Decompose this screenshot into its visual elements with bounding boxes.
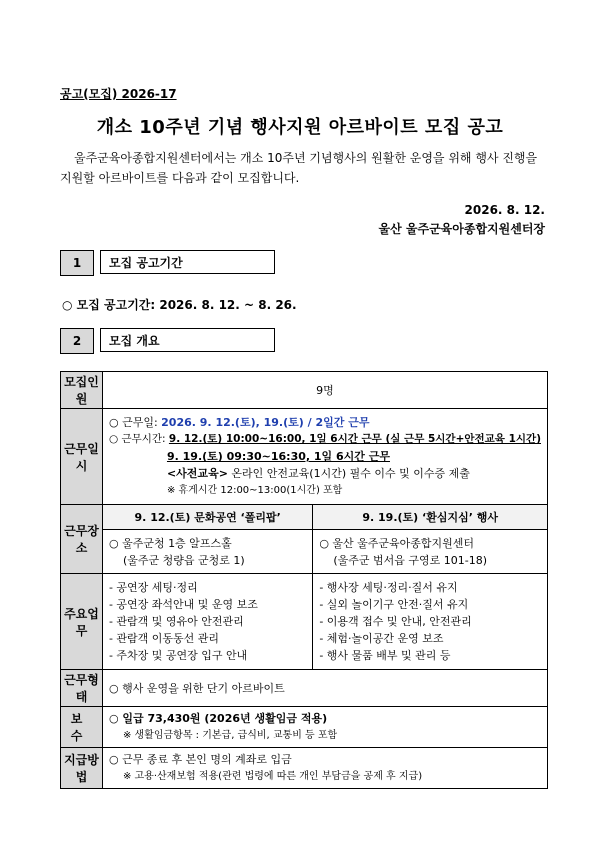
place-left-line-1: ○ 울주군청 1층 알프스홀	[108, 536, 232, 550]
section-2-header	[60, 328, 275, 354]
duty-right-item: - 이용객 접수 및 안내, 안전관리	[319, 615, 472, 628]
place-right-line-2: (울주군 범서읍 구영로 101-18)	[333, 553, 487, 567]
work-date-label: 근무일시	[61, 409, 103, 505]
duty-right-item: - 행사장 세팅·정리·질서 유지	[319, 581, 458, 594]
recruit-count-label: 모집인원	[61, 372, 103, 409]
section-2-title: 모집 개요	[100, 328, 275, 352]
pay-method-value: ○ 근무 종료 후 본인 명의 계좌로 입금	[108, 753, 292, 766]
duty-left-item: - 관람객 및 영유아 안전관리	[108, 615, 244, 628]
pay-method-label: 지급방법	[61, 748, 103, 789]
place-right-line-1: ○ 울산 울주군육아종합지원센터	[319, 536, 475, 550]
duty-right-item: - 실외 놀이기구 안전·질서 유지	[319, 598, 469, 611]
duties-label: 주요업무	[61, 574, 103, 670]
recruit-overview-table	[60, 371, 548, 789]
place-left-line-2: (울주군 청량읍 군청로 1)	[122, 553, 245, 567]
pay-note: ※ 생활임금항목 : 기본급, 급식비, 교통비 등 포함	[122, 730, 338, 741]
intro-paragraph: 울주군육아종합지원센터에서는 개소 10주년 기념행사의 원활한 운영을 위해 행사 진행을 지원할 아르바이트를 다음과 같이 모집합니다.	[60, 151, 538, 185]
duty-right-item: - 행사 물품 배부 및 관리 등	[319, 649, 451, 662]
place-right-cell	[313, 530, 548, 574]
pay-method-note: ※ 고용·산재보험 적용(관련 법령에 따른 개인 부담금을 공제 후 지급)	[122, 771, 423, 782]
duties-right-cell	[313, 574, 548, 670]
work-time-line-2: 9. 19.(토) 09:30~16:30, 1일 6시간 근무	[166, 450, 390, 463]
pay-value: ○ 일급 73,430원 (2026년 생활임금 적용)	[108, 712, 328, 725]
notice-date: 2026. 8. 12.	[464, 203, 545, 217]
work-day-value: 2026. 9. 12.(토), 19.(토) / 2일간 근무	[161, 416, 370, 429]
pay-method-cell	[102, 748, 547, 789]
recruit-period: ○ 모집 공고기간: 2026. 8. 12. ~ 8. 26.	[62, 298, 297, 312]
pre-education-text: 온라인 안전교육(1시간) 필수 이수 및 이수증 제출	[227, 467, 470, 480]
section-1-title: 모집 공고기간	[100, 250, 275, 274]
work-day-prefix: ○ 근무일:	[108, 416, 162, 429]
work-time-prefix: ○ 근무시간:	[108, 433, 169, 445]
work-date-cell	[102, 409, 547, 505]
issuer-org: 울산 울주군육아종합지원센터장	[378, 222, 545, 236]
place-left-cell	[102, 530, 312, 574]
page-title: 개소 10주년 기념 행사지원 아르바이트 모집 공고	[96, 117, 504, 138]
work-type-label: 근무형태	[61, 670, 103, 707]
section-1-number: 1	[60, 250, 94, 276]
duty-left-item: - 공연장 세팅·정리	[108, 581, 198, 594]
work-time-line-1: 9. 12.(토) 10:00~16:00, 1일 6시간 근무 (실 근무 5시간+안전교육 1시간)	[168, 433, 541, 445]
work-type-value: ○ 행사 운영을 위한 단기 아르바이트	[102, 670, 547, 707]
work-place-label: 근무장소	[61, 505, 103, 574]
rest-time-note: ※ 휴게시간 12:00~13:00(1시간) 포함	[166, 485, 343, 496]
place-left-heading: 9. 12.(토) 문화공연 ‘폴리팝’	[102, 505, 312, 530]
place-right-heading: 9. 19.(토) ‘환심지심’ 행사	[313, 505, 548, 530]
section-2-number: 2	[60, 328, 94, 354]
notice-number: 공고(모집) 2026-17	[60, 87, 177, 101]
recruit-count-value: 9명	[102, 372, 547, 409]
pay-cell	[102, 707, 547, 748]
duty-left-item: - 관람객 이동동선 관리	[108, 632, 220, 645]
duty-left-item: - 주차장 및 공연장 입구 안내	[108, 649, 248, 662]
pay-label: 보 수	[61, 707, 103, 748]
duty-right-item: - 체험·놀이공간 운영 보조	[319, 632, 444, 645]
pre-education-tag: <사전교육>	[166, 467, 228, 480]
duty-left-item: - 공연장 좌석안내 및 운영 보조	[108, 598, 258, 611]
section-1-header	[60, 250, 275, 276]
duties-left-cell	[102, 574, 312, 670]
